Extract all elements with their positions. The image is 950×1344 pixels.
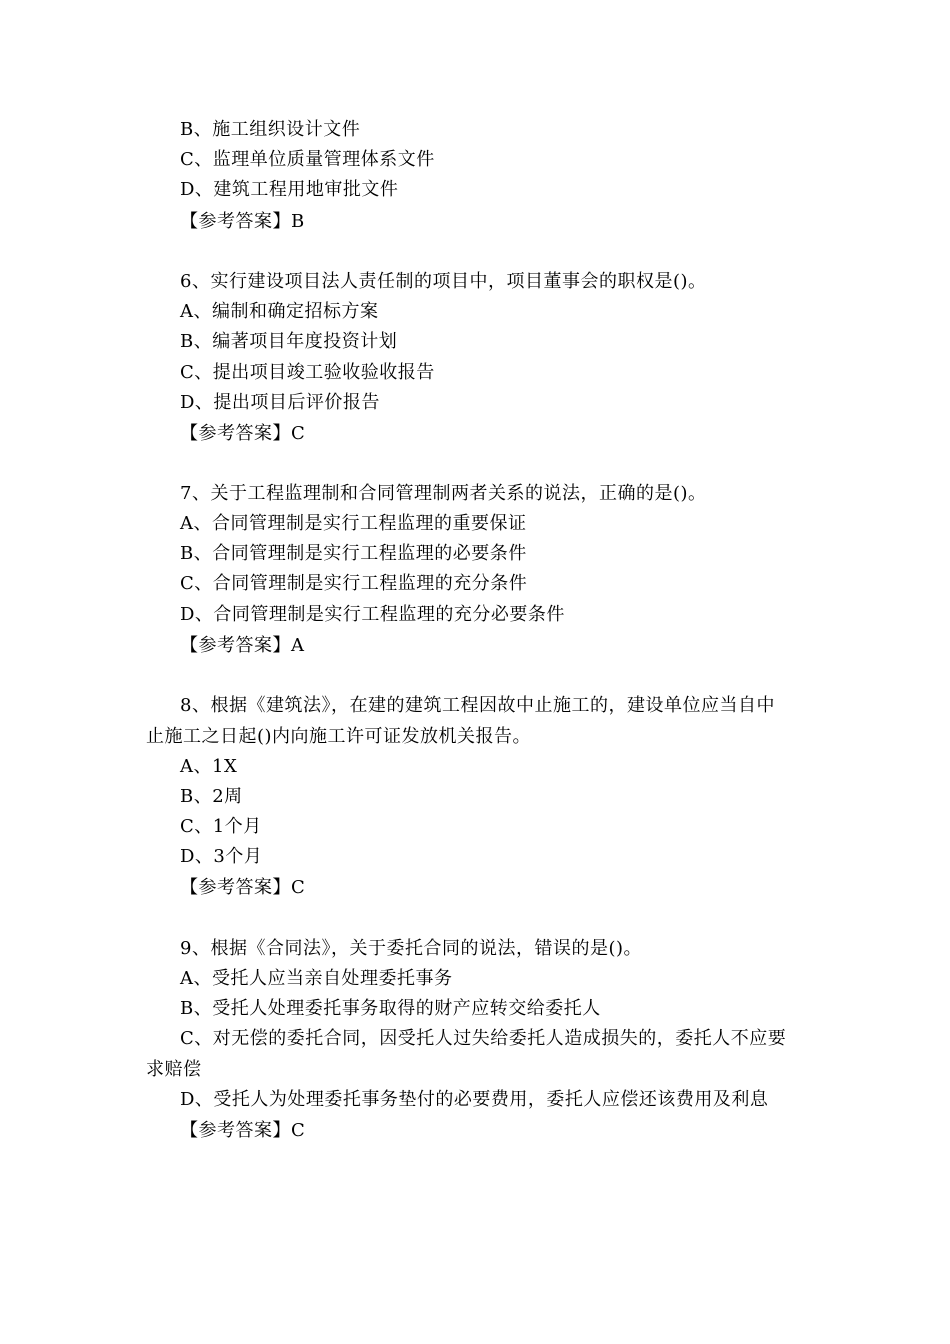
q9-option-d: D、受托人为处理委托事务垫付的必要费用，委托人应偿还该费用及利息: [180, 1089, 769, 1110]
q8-stem-line2: 止施工之日起()内向施工许可证发放机关报告。: [146, 726, 532, 747]
q5-option-c: C、监理单位质量管理体系文件: [180, 149, 435, 170]
q8-option-c: C、1个月: [180, 816, 262, 837]
q8-option-a: A、1X: [180, 756, 238, 777]
q5-answer: 【参考答案】B: [180, 211, 305, 232]
q9-option-a: A、受托人应当亲自处理委托事务: [180, 968, 453, 989]
q8-answer: 【参考答案】C: [180, 877, 306, 898]
q7-stem: 7、关于工程监理制和合同管理制两者关系的说法，正确的是()。: [180, 483, 707, 504]
q6-answer: 【参考答案】C: [180, 423, 306, 444]
q6-option-c: C、提出项目竣工验收验收报告: [180, 362, 435, 383]
q6-option-b: B、编著项目年度投资计划: [180, 331, 398, 352]
q6-stem: 6、实行建设项目法人责任制的项目中，项目董事会的职权是()。: [180, 271, 707, 292]
q5-option-d: D、建筑工程用地审批文件: [180, 179, 399, 200]
q7-option-d: D、合同管理制是实行工程监理的充分必要条件: [180, 604, 565, 625]
q6-option-a: A、编制和确定招标方案: [180, 301, 379, 322]
q8-option-d: D、3个月: [180, 846, 263, 867]
q8-stem-line1: 8、根据《建筑法》，在建的建筑工程因故中止施工的，建设单位应当自中: [180, 695, 775, 716]
q9-option-c-line2: 求赔偿: [146, 1059, 202, 1080]
q9-option-c-line1: C、对无偿的委托合同，因受托人过失给委托人造成损失的，委托人不应要: [180, 1028, 787, 1049]
q9-option-b: B、受托人处理委托事务取得的财产应转交给委托人: [180, 998, 601, 1019]
q7-option-a: A、合同管理制是实行工程监理的重要保证: [180, 513, 527, 534]
q9-answer: 【参考答案】C: [180, 1120, 306, 1141]
q7-option-b: B、合同管理制是实行工程监理的必要条件: [180, 543, 527, 564]
q8-option-b: B、2周: [180, 786, 243, 807]
q7-option-c: C、合同管理制是实行工程监理的充分条件: [180, 573, 528, 594]
q7-answer: 【参考答案】A: [180, 635, 305, 656]
q6-option-d: D、提出项目后评价报告: [180, 392, 380, 413]
q5-option-b: B、施工组织设计文件: [180, 119, 361, 140]
q9-stem: 9、根据《合同法》，关于委托合同的说法，错误的是()。: [180, 938, 642, 959]
